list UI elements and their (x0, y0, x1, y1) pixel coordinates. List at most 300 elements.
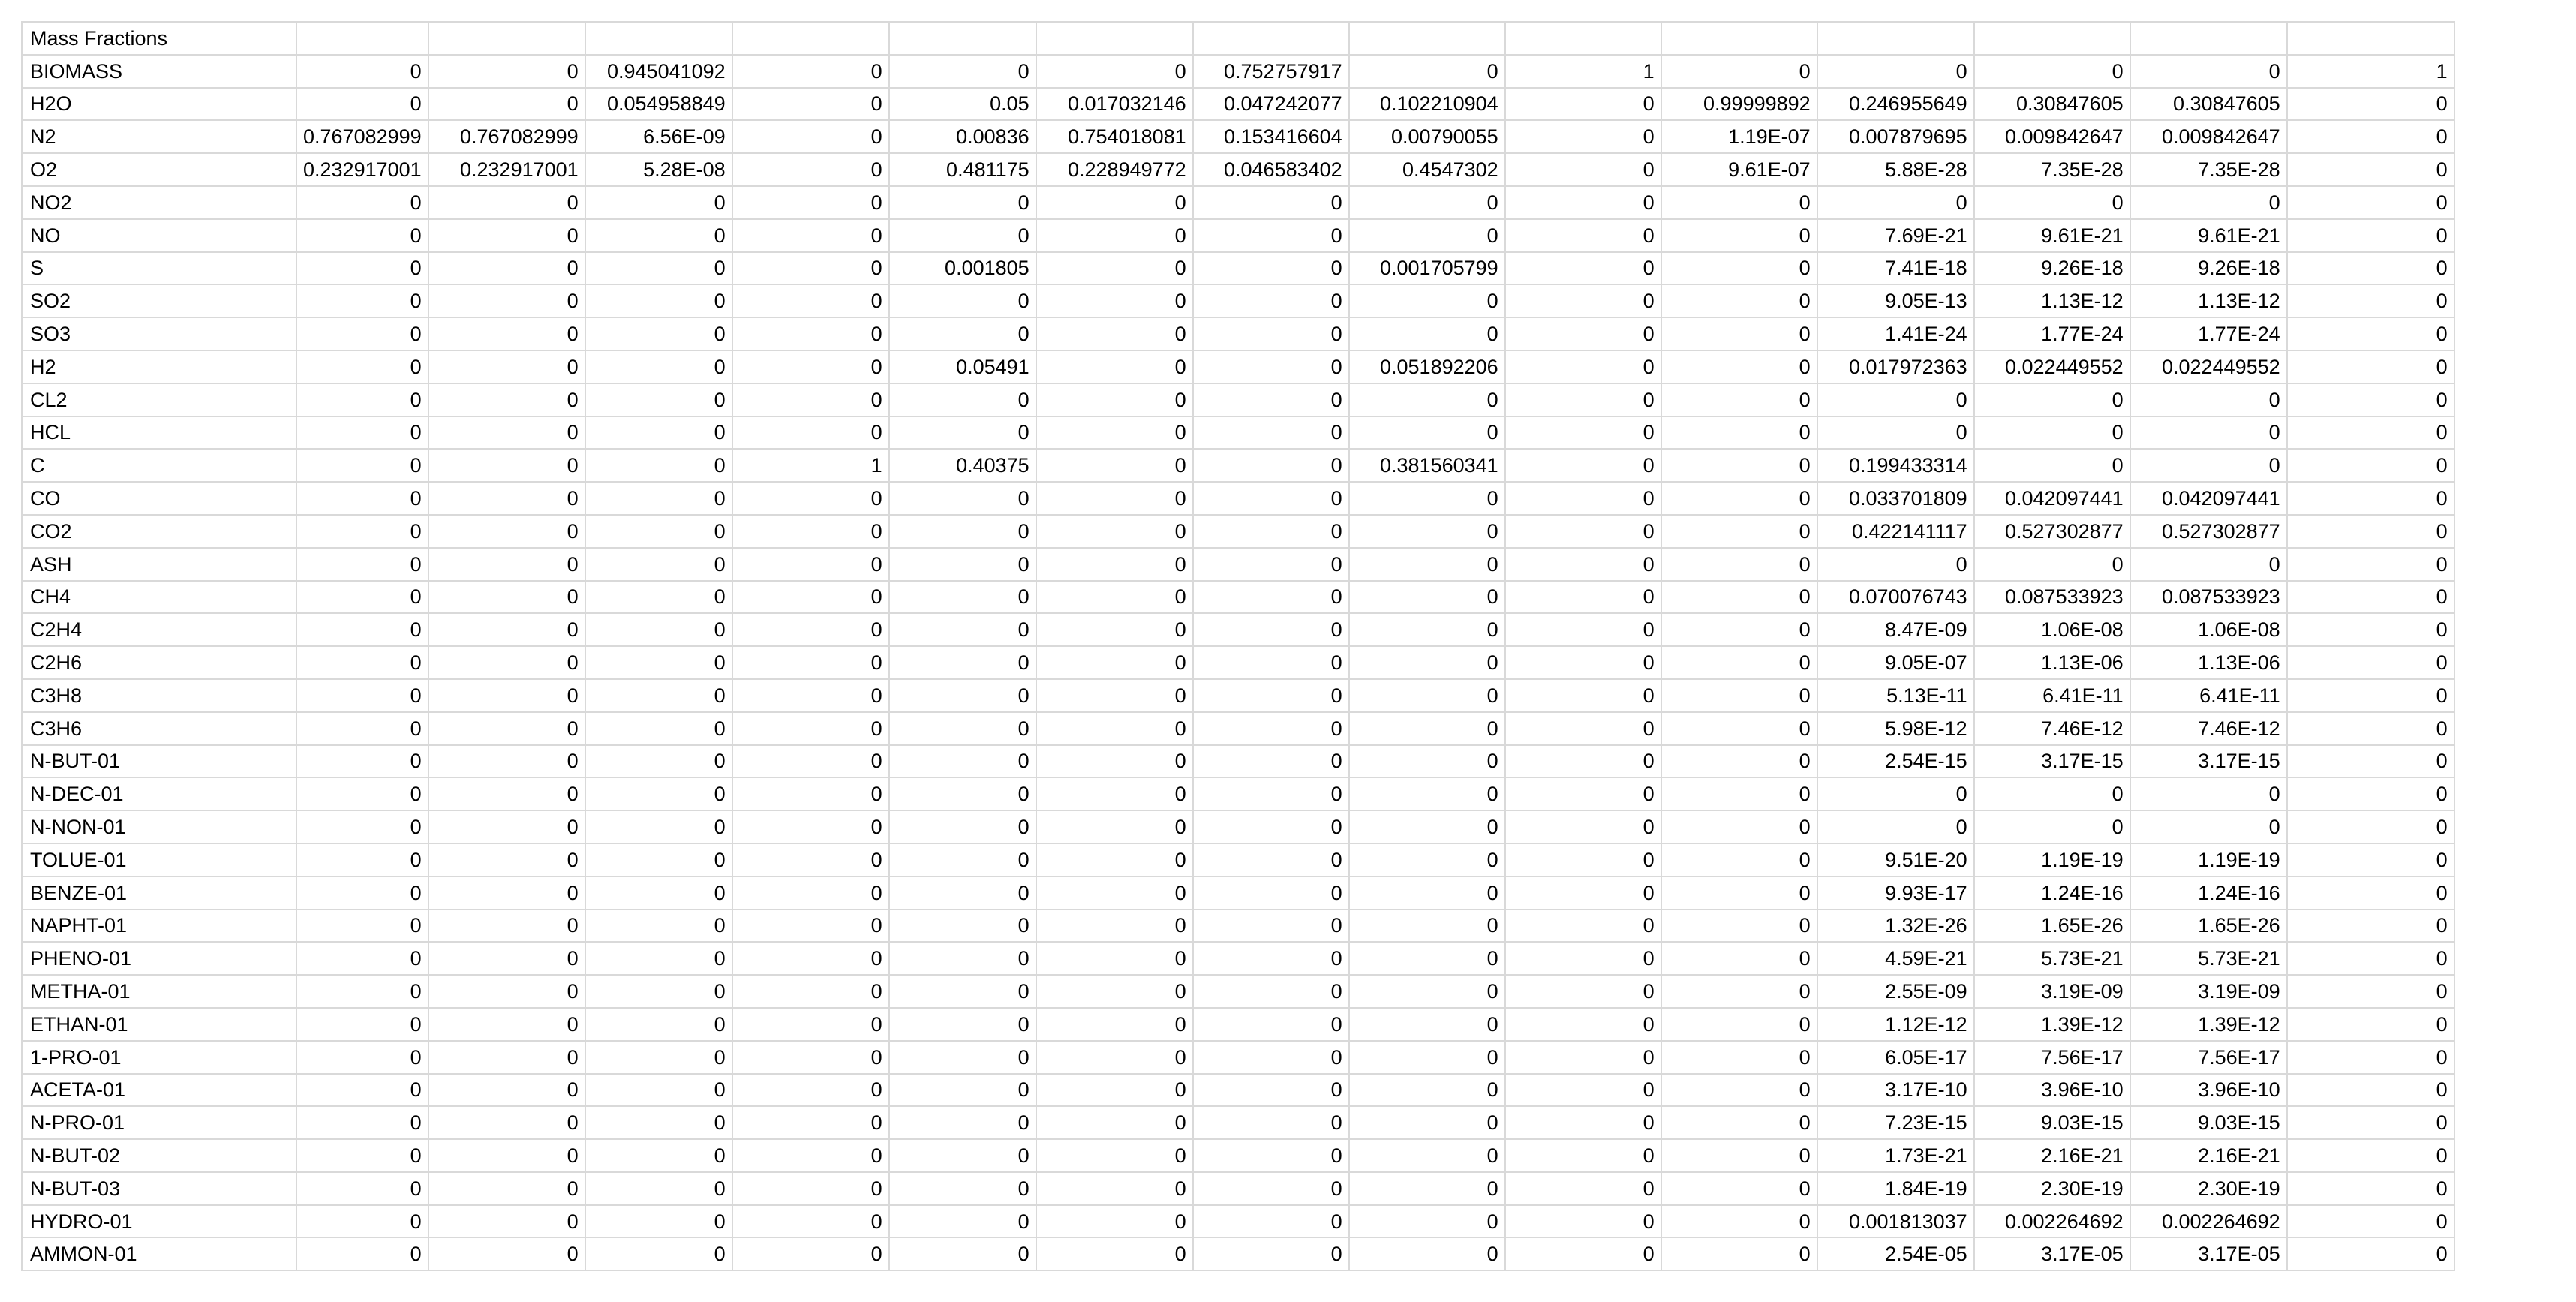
value-cell[interactable]: 0 (1036, 1172, 1193, 1205)
value-cell[interactable]: 0 (2287, 745, 2454, 778)
value-cell[interactable]: 0 (1193, 712, 1349, 745)
value-cell[interactable]: 0 (1036, 1139, 1193, 1172)
value-cell[interactable]: 0 (585, 252, 732, 285)
value-cell[interactable]: 0 (732, 1205, 889, 1238)
value-cell[interactable]: 0 (889, 1074, 1036, 1107)
empty-cell[interactable] (2130, 22, 2287, 55)
empty-cell[interactable] (1974, 22, 2130, 55)
value-cell[interactable]: 0.009842647 (2130, 120, 2287, 153)
value-cell[interactable]: 0 (732, 1074, 889, 1107)
value-cell[interactable]: 0 (428, 88, 585, 121)
value-cell[interactable]: 0 (1193, 548, 1349, 581)
value-cell[interactable]: 0 (1505, 581, 1661, 614)
value-cell[interactable]: 3.17E-10 (1817, 1074, 1974, 1107)
empty-cell[interactable] (732, 22, 889, 55)
value-cell[interactable]: 0 (428, 942, 585, 975)
value-cell[interactable]: 0 (732, 942, 889, 975)
value-cell[interactable]: 0 (889, 745, 1036, 778)
value-cell[interactable]: 0 (428, 350, 585, 383)
value-cell[interactable]: 0 (1505, 449, 1661, 482)
value-cell[interactable]: 0 (732, 482, 889, 515)
value-cell[interactable]: 0.232917001 (296, 153, 428, 186)
value-cell[interactable]: 0 (2287, 646, 2454, 679)
component-label-cell[interactable]: N-PRO-01 (22, 1106, 296, 1139)
value-cell[interactable]: 0 (1817, 810, 1974, 843)
value-cell[interactable]: 0.527302877 (2130, 515, 2287, 548)
value-cell[interactable]: 0 (2287, 350, 2454, 383)
value-cell[interactable]: 0 (428, 186, 585, 219)
value-cell[interactable]: 0 (1661, 777, 1817, 810)
value-cell[interactable]: 0 (1036, 416, 1193, 450)
value-cell[interactable]: 0 (1193, 284, 1349, 317)
value-cell[interactable]: 0 (1505, 613, 1661, 646)
value-cell[interactable]: 0 (2287, 482, 2454, 515)
value-cell[interactable]: 7.69E-21 (1817, 219, 1974, 252)
value-cell[interactable]: 0 (889, 1205, 1036, 1238)
value-cell[interactable]: 0 (1349, 1237, 1505, 1270)
value-cell[interactable]: 0 (428, 810, 585, 843)
value-cell[interactable]: 0.481175 (889, 153, 1036, 186)
value-cell[interactable]: 0.381560341 (1349, 449, 1505, 482)
value-cell[interactable]: 1.13E-12 (1974, 284, 2130, 317)
value-cell[interactable]: 0.754018081 (1036, 120, 1193, 153)
value-cell[interactable]: 0.087533923 (2130, 581, 2287, 614)
value-cell[interactable]: 0 (1193, 843, 1349, 877)
value-cell[interactable]: 0 (296, 186, 428, 219)
component-label-cell[interactable]: ETHAN-01 (22, 1008, 296, 1041)
value-cell[interactable]: 0 (1036, 877, 1193, 910)
value-cell[interactable]: 0.001805 (889, 252, 1036, 285)
value-cell[interactable]: 0 (428, 975, 585, 1008)
value-cell[interactable]: 0 (1505, 975, 1661, 1008)
value-cell[interactable]: 0 (732, 350, 889, 383)
value-cell[interactable]: 0 (1505, 1008, 1661, 1041)
value-cell[interactable]: 0 (2287, 777, 2454, 810)
value-cell[interactable]: 0 (296, 679, 428, 712)
value-cell[interactable]: 1.32E-26 (1817, 910, 1974, 943)
value-cell[interactable]: 1 (1505, 55, 1661, 88)
component-label-cell[interactable]: CO2 (22, 515, 296, 548)
value-cell[interactable]: 0 (1193, 449, 1349, 482)
value-cell[interactable]: 9.61E-21 (1974, 219, 2130, 252)
value-cell[interactable]: 0 (1661, 1139, 1817, 1172)
value-cell[interactable]: 0 (732, 679, 889, 712)
value-cell[interactable]: 0 (1505, 317, 1661, 350)
value-cell[interactable]: 7.23E-15 (1817, 1106, 1974, 1139)
value-cell[interactable]: 0 (428, 877, 585, 910)
value-cell[interactable]: 0.054958849 (585, 88, 732, 121)
value-cell[interactable]: 3.19E-09 (2130, 975, 2287, 1008)
value-cell[interactable]: 0 (1193, 581, 1349, 614)
value-cell[interactable]: 0 (1349, 910, 1505, 943)
component-label-cell[interactable]: C3H6 (22, 712, 296, 745)
value-cell[interactable]: 0 (1661, 449, 1817, 482)
value-cell[interactable]: 0 (1036, 186, 1193, 219)
value-cell[interactable]: 0 (732, 548, 889, 581)
value-cell[interactable]: 0 (2287, 810, 2454, 843)
value-cell[interactable]: 0 (1349, 745, 1505, 778)
value-cell[interactable]: 0 (1974, 810, 2130, 843)
value-cell[interactable]: 0 (585, 1074, 732, 1107)
value-cell[interactable]: 0 (1349, 712, 1505, 745)
value-cell[interactable]: 0 (585, 317, 732, 350)
value-cell[interactable]: 0 (732, 712, 889, 745)
value-cell[interactable]: 1.12E-12 (1817, 1008, 1974, 1041)
value-cell[interactable]: 0 (1349, 877, 1505, 910)
value-cell[interactable]: 0 (428, 646, 585, 679)
value-cell[interactable]: 0 (1505, 1074, 1661, 1107)
value-cell[interactable]: 0 (1505, 383, 1661, 416)
value-cell[interactable]: 0 (428, 1008, 585, 1041)
value-cell[interactable]: 0 (296, 777, 428, 810)
value-cell[interactable]: 0 (296, 548, 428, 581)
component-label-cell[interactable]: BENZE-01 (22, 877, 296, 910)
value-cell[interactable]: 0 (889, 975, 1036, 1008)
value-cell[interactable]: 0 (1349, 55, 1505, 88)
value-cell[interactable]: 0 (428, 581, 585, 614)
value-cell[interactable]: 0.007879695 (1817, 120, 1974, 153)
value-cell[interactable]: 2.16E-21 (2130, 1139, 2287, 1172)
value-cell[interactable]: 0 (1193, 777, 1349, 810)
value-cell[interactable]: 0 (2287, 1008, 2454, 1041)
value-cell[interactable]: 0 (1505, 1139, 1661, 1172)
value-cell[interactable]: 0 (1661, 350, 1817, 383)
value-cell[interactable]: 0 (296, 55, 428, 88)
value-cell[interactable]: 9.51E-20 (1817, 843, 1974, 877)
value-cell[interactable]: 0 (428, 1074, 585, 1107)
value-cell[interactable]: 0 (296, 910, 428, 943)
value-cell[interactable]: 0 (732, 88, 889, 121)
value-cell[interactable]: 2.30E-19 (1974, 1172, 2130, 1205)
value-cell[interactable]: 0.30847605 (1974, 88, 2130, 121)
value-cell[interactable]: 0 (889, 1106, 1036, 1139)
value-cell[interactable]: 0 (732, 383, 889, 416)
value-cell[interactable]: 0 (428, 416, 585, 450)
sheet-title-cell[interactable]: Mass Fractions (22, 22, 296, 55)
value-cell[interactable]: 0 (732, 646, 889, 679)
value-cell[interactable]: 0 (585, 581, 732, 614)
value-cell[interactable]: 0 (585, 646, 732, 679)
value-cell[interactable]: 0 (1036, 975, 1193, 1008)
value-cell[interactable]: 0.042097441 (1974, 482, 2130, 515)
value-cell[interactable]: 0.153416604 (1193, 120, 1349, 153)
value-cell[interactable]: 1.13E-12 (2130, 284, 2287, 317)
value-cell[interactable]: 0 (1661, 712, 1817, 745)
value-cell[interactable]: 0.767082999 (296, 120, 428, 153)
value-cell[interactable]: 0 (2287, 712, 2454, 745)
value-cell[interactable]: 0 (2287, 548, 2454, 581)
value-cell[interactable]: 0 (296, 1106, 428, 1139)
value-cell[interactable]: 0 (2287, 1041, 2454, 1074)
value-cell[interactable]: 0 (1193, 383, 1349, 416)
value-cell[interactable]: 0 (296, 1205, 428, 1238)
value-cell[interactable]: 0 (296, 1041, 428, 1074)
value-cell[interactable]: 0 (1661, 252, 1817, 285)
component-label-cell[interactable]: METHA-01 (22, 975, 296, 1008)
value-cell[interactable]: 1.06E-08 (2130, 613, 2287, 646)
value-cell[interactable]: 0.051892206 (1349, 350, 1505, 383)
value-cell[interactable]: 3.96E-10 (1974, 1074, 2130, 1107)
value-cell[interactable]: 0 (296, 1074, 428, 1107)
value-cell[interactable]: 0 (732, 843, 889, 877)
value-cell[interactable]: 0.246955649 (1817, 88, 1974, 121)
value-cell[interactable]: 1.19E-19 (2130, 843, 2287, 877)
value-cell[interactable]: 0 (889, 1237, 1036, 1270)
value-cell[interactable]: 0 (1349, 416, 1505, 450)
value-cell[interactable]: 0 (1505, 942, 1661, 975)
component-label-cell[interactable]: H2O (22, 88, 296, 121)
value-cell[interactable]: 0 (889, 942, 1036, 975)
value-cell[interactable]: 0 (889, 1008, 1036, 1041)
component-label-cell[interactable]: CO (22, 482, 296, 515)
value-cell[interactable]: 0 (1974, 383, 2130, 416)
value-cell[interactable]: 0 (296, 482, 428, 515)
value-cell[interactable]: 0 (1817, 186, 1974, 219)
value-cell[interactable]: 0 (1036, 910, 1193, 943)
value-cell[interactable]: 1.06E-08 (1974, 613, 2130, 646)
value-cell[interactable]: 0 (2287, 186, 2454, 219)
value-cell[interactable]: 0 (1036, 843, 1193, 877)
value-cell[interactable]: 0 (1193, 1041, 1349, 1074)
value-cell[interactable]: 0 (732, 777, 889, 810)
value-cell[interactable]: 0 (2130, 55, 2287, 88)
value-cell[interactable]: 0 (1505, 416, 1661, 450)
value-cell[interactable]: 9.05E-07 (1817, 646, 1974, 679)
value-cell[interactable]: 0 (1036, 1008, 1193, 1041)
value-cell[interactable]: 1.39E-12 (1974, 1008, 2130, 1041)
value-cell[interactable]: 0 (428, 317, 585, 350)
value-cell[interactable]: 0 (1193, 350, 1349, 383)
component-label-cell[interactable]: ACETA-01 (22, 1074, 296, 1107)
value-cell[interactable]: 0 (1193, 1139, 1349, 1172)
value-cell[interactable]: 0 (1661, 581, 1817, 614)
value-cell[interactable]: 7.35E-28 (2130, 153, 2287, 186)
value-cell[interactable]: 0 (1505, 843, 1661, 877)
value-cell[interactable]: 0 (1661, 1041, 1817, 1074)
value-cell[interactable]: 0 (1036, 810, 1193, 843)
value-cell[interactable]: 0 (1349, 942, 1505, 975)
value-cell[interactable]: 0 (296, 1008, 428, 1041)
value-cell[interactable]: 7.41E-18 (1817, 252, 1974, 285)
value-cell[interactable]: 0 (1349, 1041, 1505, 1074)
value-cell[interactable]: 0 (1505, 120, 1661, 153)
value-cell[interactable]: 0 (1193, 745, 1349, 778)
value-cell[interactable]: 0 (1036, 942, 1193, 975)
value-cell[interactable]: 0 (428, 1139, 585, 1172)
value-cell[interactable]: 0 (732, 55, 889, 88)
value-cell[interactable]: 0 (2287, 975, 2454, 1008)
value-cell[interactable]: 0 (428, 55, 585, 88)
empty-cell[interactable] (1661, 22, 1817, 55)
value-cell[interactable]: 0 (2130, 416, 2287, 450)
value-cell[interactable]: 0 (1193, 317, 1349, 350)
value-cell[interactable]: 0 (1349, 843, 1505, 877)
value-cell[interactable]: 0 (889, 1139, 1036, 1172)
value-cell[interactable]: 0 (732, 416, 889, 450)
value-cell[interactable]: 0 (1974, 416, 2130, 450)
value-cell[interactable]: 0.002264692 (1974, 1205, 2130, 1238)
value-cell[interactable]: 0 (2287, 942, 2454, 975)
component-label-cell[interactable]: S (22, 252, 296, 285)
value-cell[interactable]: 0 (1193, 416, 1349, 450)
component-label-cell[interactable]: N-BUT-01 (22, 745, 296, 778)
value-cell[interactable]: 0 (1661, 284, 1817, 317)
value-cell[interactable]: 0 (428, 613, 585, 646)
value-cell[interactable]: 0 (1505, 745, 1661, 778)
value-cell[interactable]: 0 (1661, 1205, 1817, 1238)
value-cell[interactable]: 3.17E-05 (1974, 1237, 2130, 1270)
component-label-cell[interactable]: HCL (22, 416, 296, 450)
component-label-cell[interactable]: H2 (22, 350, 296, 383)
value-cell[interactable]: 0 (1505, 186, 1661, 219)
value-cell[interactable]: 0 (296, 219, 428, 252)
value-cell[interactable]: 1 (732, 449, 889, 482)
value-cell[interactable]: 0 (732, 975, 889, 1008)
value-cell[interactable]: 0 (889, 416, 1036, 450)
value-cell[interactable]: 0 (585, 1008, 732, 1041)
value-cell[interactable]: 0 (1193, 1106, 1349, 1139)
value-cell[interactable]: 0 (889, 383, 1036, 416)
value-cell[interactable]: 1.13E-06 (1974, 646, 2130, 679)
value-cell[interactable]: 0 (1036, 646, 1193, 679)
value-cell[interactable]: 0 (1505, 219, 1661, 252)
value-cell[interactable]: 0 (889, 910, 1036, 943)
value-cell[interactable]: 0.046583402 (1193, 153, 1349, 186)
value-cell[interactable]: 1.65E-26 (1974, 910, 2130, 943)
value-cell[interactable]: 0 (1036, 581, 1193, 614)
value-cell[interactable]: 0 (296, 745, 428, 778)
value-cell[interactable]: 0 (1349, 777, 1505, 810)
value-cell[interactable]: 0 (1036, 1237, 1193, 1270)
value-cell[interactable]: 0 (585, 186, 732, 219)
value-cell[interactable]: 0.087533923 (1974, 581, 2130, 614)
value-cell[interactable]: 0 (428, 679, 585, 712)
value-cell[interactable]: 0 (2287, 1205, 2454, 1238)
value-cell[interactable]: 0 (889, 877, 1036, 910)
value-cell[interactable]: 2.30E-19 (2130, 1172, 2287, 1205)
value-cell[interactable]: 0 (2287, 877, 2454, 910)
value-cell[interactable]: 0 (1505, 1205, 1661, 1238)
value-cell[interactable]: 0 (1505, 515, 1661, 548)
value-cell[interactable]: 0 (296, 646, 428, 679)
value-cell[interactable]: 0.05491 (889, 350, 1036, 383)
value-cell[interactable]: 0.022449552 (2130, 350, 2287, 383)
value-cell[interactable]: 0.070076743 (1817, 581, 1974, 614)
value-cell[interactable]: 0 (2287, 679, 2454, 712)
value-cell[interactable]: 0 (428, 284, 585, 317)
value-cell[interactable]: 0 (1349, 1172, 1505, 1205)
value-cell[interactable]: 0 (889, 1041, 1036, 1074)
value-cell[interactable]: 0 (732, 284, 889, 317)
value-cell[interactable]: 0.022449552 (1974, 350, 2130, 383)
value-cell[interactable]: 0 (1036, 449, 1193, 482)
value-cell[interactable]: 0 (2287, 1237, 2454, 1270)
component-label-cell[interactable]: NO (22, 219, 296, 252)
value-cell[interactable]: 9.61E-07 (1661, 153, 1817, 186)
value-cell[interactable]: 5.28E-08 (585, 153, 732, 186)
value-cell[interactable]: 9.26E-18 (2130, 252, 2287, 285)
value-cell[interactable]: 0 (1193, 252, 1349, 285)
value-cell[interactable]: 0 (1661, 975, 1817, 1008)
value-cell[interactable]: 0.40375 (889, 449, 1036, 482)
value-cell[interactable]: 0 (428, 482, 585, 515)
value-cell[interactable]: 0 (585, 877, 732, 910)
value-cell[interactable]: 0 (732, 877, 889, 910)
component-label-cell[interactable]: ASH (22, 548, 296, 581)
value-cell[interactable]: 0 (889, 219, 1036, 252)
value-cell[interactable]: 0.527302877 (1974, 515, 2130, 548)
value-cell[interactable]: 7.35E-28 (1974, 153, 2130, 186)
value-cell[interactable]: 0 (889, 284, 1036, 317)
value-cell[interactable]: 0 (585, 1237, 732, 1270)
value-cell[interactable]: 2.16E-21 (1974, 1139, 2130, 1172)
component-label-cell[interactable]: SO2 (22, 284, 296, 317)
value-cell[interactable]: 6.41E-11 (2130, 679, 2287, 712)
value-cell[interactable]: 0 (1193, 975, 1349, 1008)
value-cell[interactable]: 0 (732, 910, 889, 943)
value-cell[interactable]: 0 (1505, 1172, 1661, 1205)
value-cell[interactable]: 9.26E-18 (1974, 252, 2130, 285)
value-cell[interactable]: 1.13E-06 (2130, 646, 2287, 679)
value-cell[interactable]: 0 (428, 1106, 585, 1139)
value-cell[interactable]: 0 (2130, 777, 2287, 810)
value-cell[interactable]: 0 (2287, 153, 2454, 186)
value-cell[interactable]: 9.93E-17 (1817, 877, 1974, 910)
value-cell[interactable]: 4.59E-21 (1817, 942, 1974, 975)
value-cell[interactable]: 0 (1349, 1074, 1505, 1107)
component-label-cell[interactable]: BIOMASS (22, 55, 296, 88)
value-cell[interactable]: 0 (296, 350, 428, 383)
value-cell[interactable]: 0 (428, 515, 585, 548)
value-cell[interactable]: 0 (428, 1205, 585, 1238)
value-cell[interactable]: 0 (296, 1139, 428, 1172)
value-cell[interactable]: 0 (1505, 712, 1661, 745)
value-cell[interactable]: 0 (732, 153, 889, 186)
value-cell[interactable]: 1.84E-19 (1817, 1172, 1974, 1205)
value-cell[interactable]: 0 (585, 449, 732, 482)
value-cell[interactable]: 0 (296, 613, 428, 646)
value-cell[interactable]: 3.17E-15 (2130, 745, 2287, 778)
value-cell[interactable]: 0 (1349, 383, 1505, 416)
value-cell[interactable]: 0 (1036, 1106, 1193, 1139)
value-cell[interactable]: 0.047242077 (1193, 88, 1349, 121)
value-cell[interactable]: 0 (2287, 449, 2454, 482)
value-cell[interactable]: 0 (1349, 1106, 1505, 1139)
value-cell[interactable]: 1 (2287, 55, 2454, 88)
value-cell[interactable]: 0 (889, 843, 1036, 877)
value-cell[interactable]: 0 (1817, 383, 1974, 416)
value-cell[interactable]: 0 (1036, 482, 1193, 515)
component-label-cell[interactable]: CL2 (22, 383, 296, 416)
value-cell[interactable]: 0 (1349, 975, 1505, 1008)
value-cell[interactable]: 0 (585, 284, 732, 317)
value-cell[interactable]: 0 (1661, 1172, 1817, 1205)
value-cell[interactable]: 0 (296, 449, 428, 482)
value-cell[interactable]: 0 (1349, 1008, 1505, 1041)
value-cell[interactable]: 0 (889, 777, 1036, 810)
value-cell[interactable]: 0 (296, 383, 428, 416)
value-cell[interactable]: 0 (1193, 1205, 1349, 1238)
value-cell[interactable]: 0 (889, 679, 1036, 712)
value-cell[interactable]: 0 (1349, 1205, 1505, 1238)
value-cell[interactable]: 0 (1036, 1074, 1193, 1107)
value-cell[interactable]: 1.39E-12 (2130, 1008, 2287, 1041)
value-cell[interactable]: 0 (428, 843, 585, 877)
value-cell[interactable]: 0 (1505, 646, 1661, 679)
value-cell[interactable]: 0 (1974, 548, 2130, 581)
value-cell[interactable]: 0 (296, 581, 428, 614)
value-cell[interactable]: 0 (585, 942, 732, 975)
